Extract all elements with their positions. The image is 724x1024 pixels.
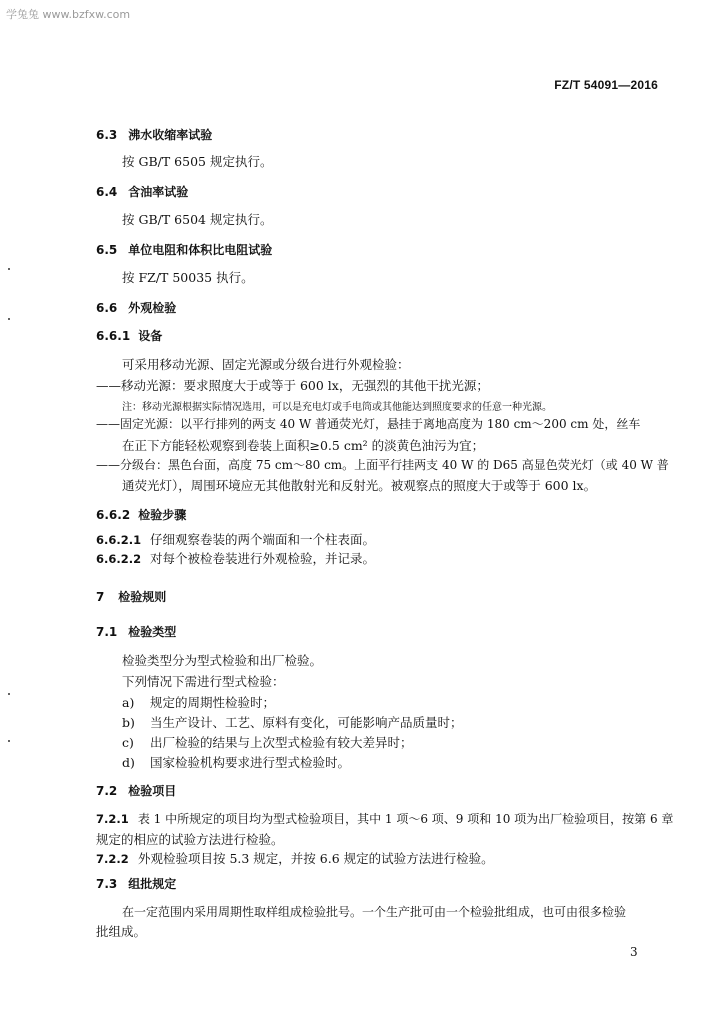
- section-number: 6.6: [96, 301, 118, 315]
- list-label: a): [122, 695, 135, 710]
- clause-text: 表 1 中所规定的项目均为型式检验项目，其中 1 项～6 项、9 项和 10 项为出厂检验项目，按第 6 章: [137, 812, 674, 826]
- list-item: [122, 733, 413, 751]
- section-heading-6-6-2: [96, 506, 186, 523]
- section-title: 设备: [138, 329, 163, 343]
- section-heading-6-6-1: [96, 327, 162, 344]
- watermark: 学兔兔 www.bzfxw.com: [6, 8, 131, 21]
- list-text: 当生产设计、工艺、原料有变化，可能影响产品质量时；: [149, 715, 463, 730]
- paragraph-continuation: 规定的相应的试验方法进行检验。: [96, 832, 284, 847]
- section-title: 检验项目: [128, 784, 177, 798]
- clause-number: 7.2.1: [96, 812, 129, 826]
- page-number: 3: [630, 945, 638, 959]
- clause-text: 仔细观察卷装的两个端面和一个柱表面。: [149, 532, 375, 547]
- section-number: 7.3: [96, 877, 118, 891]
- section-heading-7-1: [96, 623, 176, 640]
- section-number: 6.6.1: [96, 329, 131, 343]
- section-heading-6-3: [96, 126, 212, 143]
- paragraph-7-2-2: [96, 849, 494, 867]
- standard-number: FZ/T 54091—2016: [554, 78, 658, 92]
- section-title: 单位电阻和体积比电阻试验: [128, 243, 273, 257]
- scan-speck: [8, 693, 10, 695]
- section-heading-6-4: [96, 183, 188, 200]
- paragraph-6-6-2-1: [96, 530, 375, 548]
- clause-text: 外观检验项目按 5.3 规定，并按 6.6 规定的试验方法进行检验。: [137, 851, 494, 866]
- chapter-heading-7: [96, 588, 166, 605]
- section-number: 7.1: [96, 625, 118, 639]
- section-heading-7-3: [96, 875, 176, 892]
- scan-speck: [8, 318, 10, 320]
- chapter-title: 检验规则: [118, 590, 167, 604]
- clause-number: 6.6.2.1: [96, 533, 142, 547]
- list-item: [122, 753, 350, 771]
- section-heading-6-6: [96, 299, 176, 316]
- clause-number: 6.6.2.2: [96, 552, 142, 566]
- section-title: 检验类型: [128, 625, 177, 639]
- paragraph: 按 GB/T 6505 规定执行。: [122, 154, 273, 169]
- section-number: 6.4: [96, 185, 118, 199]
- section-title: 沸水收缩率试验: [128, 128, 213, 142]
- section-number: 7.2: [96, 784, 118, 798]
- clause-text: 对每个被检卷装进行外观检验，并记录。: [149, 551, 375, 566]
- list-item-continuation: 在正下方能轻松观察到卷装上面积≥0.5 cm² 的淡黄色油污为宜；: [122, 438, 485, 453]
- list-item: ——分级台：黑色台面，高度 75 cm～80 cm。上面平行挂两支 40 W 的 D65 高显色荧光灯（或 40 W 普: [96, 458, 669, 472]
- section-number: 6.3: [96, 128, 118, 142]
- note: 注：移动光源根据实际情况选用，可以是充电灯或手电筒或其他能达到照度要求的任意一种光源。: [122, 402, 552, 413]
- scan-speck: [8, 740, 10, 742]
- list-item: ——移动光源：要求照度大于或等于 600 lx，无强烈的其他干扰光源；: [96, 378, 489, 393]
- paragraph: 按 FZ/T 50035 执行。: [122, 270, 254, 285]
- paragraph: 检验类型分为型式检验和出厂检验。: [122, 653, 323, 668]
- list-item: ——固定光源：以平行排列的两支 40 W 普通荧光灯，悬挂于离地高度为 180 cm～200 cm 处，丝车: [96, 417, 641, 431]
- list-label: d): [122, 755, 135, 770]
- paragraph-7-2-1: [96, 810, 673, 827]
- list-text: 国家检验机构要求进行型式检验时。: [149, 755, 350, 770]
- section-number: 6.5: [96, 243, 118, 257]
- section-heading-7-2: [96, 782, 176, 799]
- list-item-continuation: 通荧光灯），周围环境应无其他散射光和反射光。被观察点的照度大于或等于 600 lx。: [122, 478, 597, 493]
- paragraph: 下列情况下需进行型式检验：: [122, 674, 285, 689]
- paragraph-continuation: 批组成。: [96, 924, 147, 939]
- list-label: b): [122, 715, 135, 730]
- paragraph: 可采用移动光源、固定光源或分级台进行外观检验：: [122, 357, 410, 372]
- paragraph-6-6-2-2: [96, 549, 375, 567]
- list-item: [122, 693, 275, 711]
- paragraph: 按 GB/T 6504 规定执行。: [122, 212, 273, 227]
- paragraph: 在一定范围内采用周期性取样组成检验批号。一个生产批可由一个检验批组成，也可由很多检验: [122, 905, 627, 919]
- section-title: 外观检验: [128, 301, 177, 315]
- list-text: 规定的周期性检验时；: [149, 695, 275, 710]
- section-title: 组批规定: [128, 877, 177, 891]
- list-item: [122, 713, 463, 731]
- list-text: 出厂检验的结果与上次型式检验有较大差异时；: [149, 735, 413, 750]
- section-number: 6.6.2: [96, 508, 131, 522]
- clause-number: 7.2.2: [96, 852, 129, 866]
- section-title: 含油率试验: [128, 185, 189, 199]
- chapter-number: 7: [96, 590, 105, 604]
- section-title: 检验步骤: [138, 508, 187, 522]
- scan-speck: [8, 268, 10, 270]
- list-label: c): [122, 735, 134, 750]
- section-heading-6-5: [96, 241, 272, 258]
